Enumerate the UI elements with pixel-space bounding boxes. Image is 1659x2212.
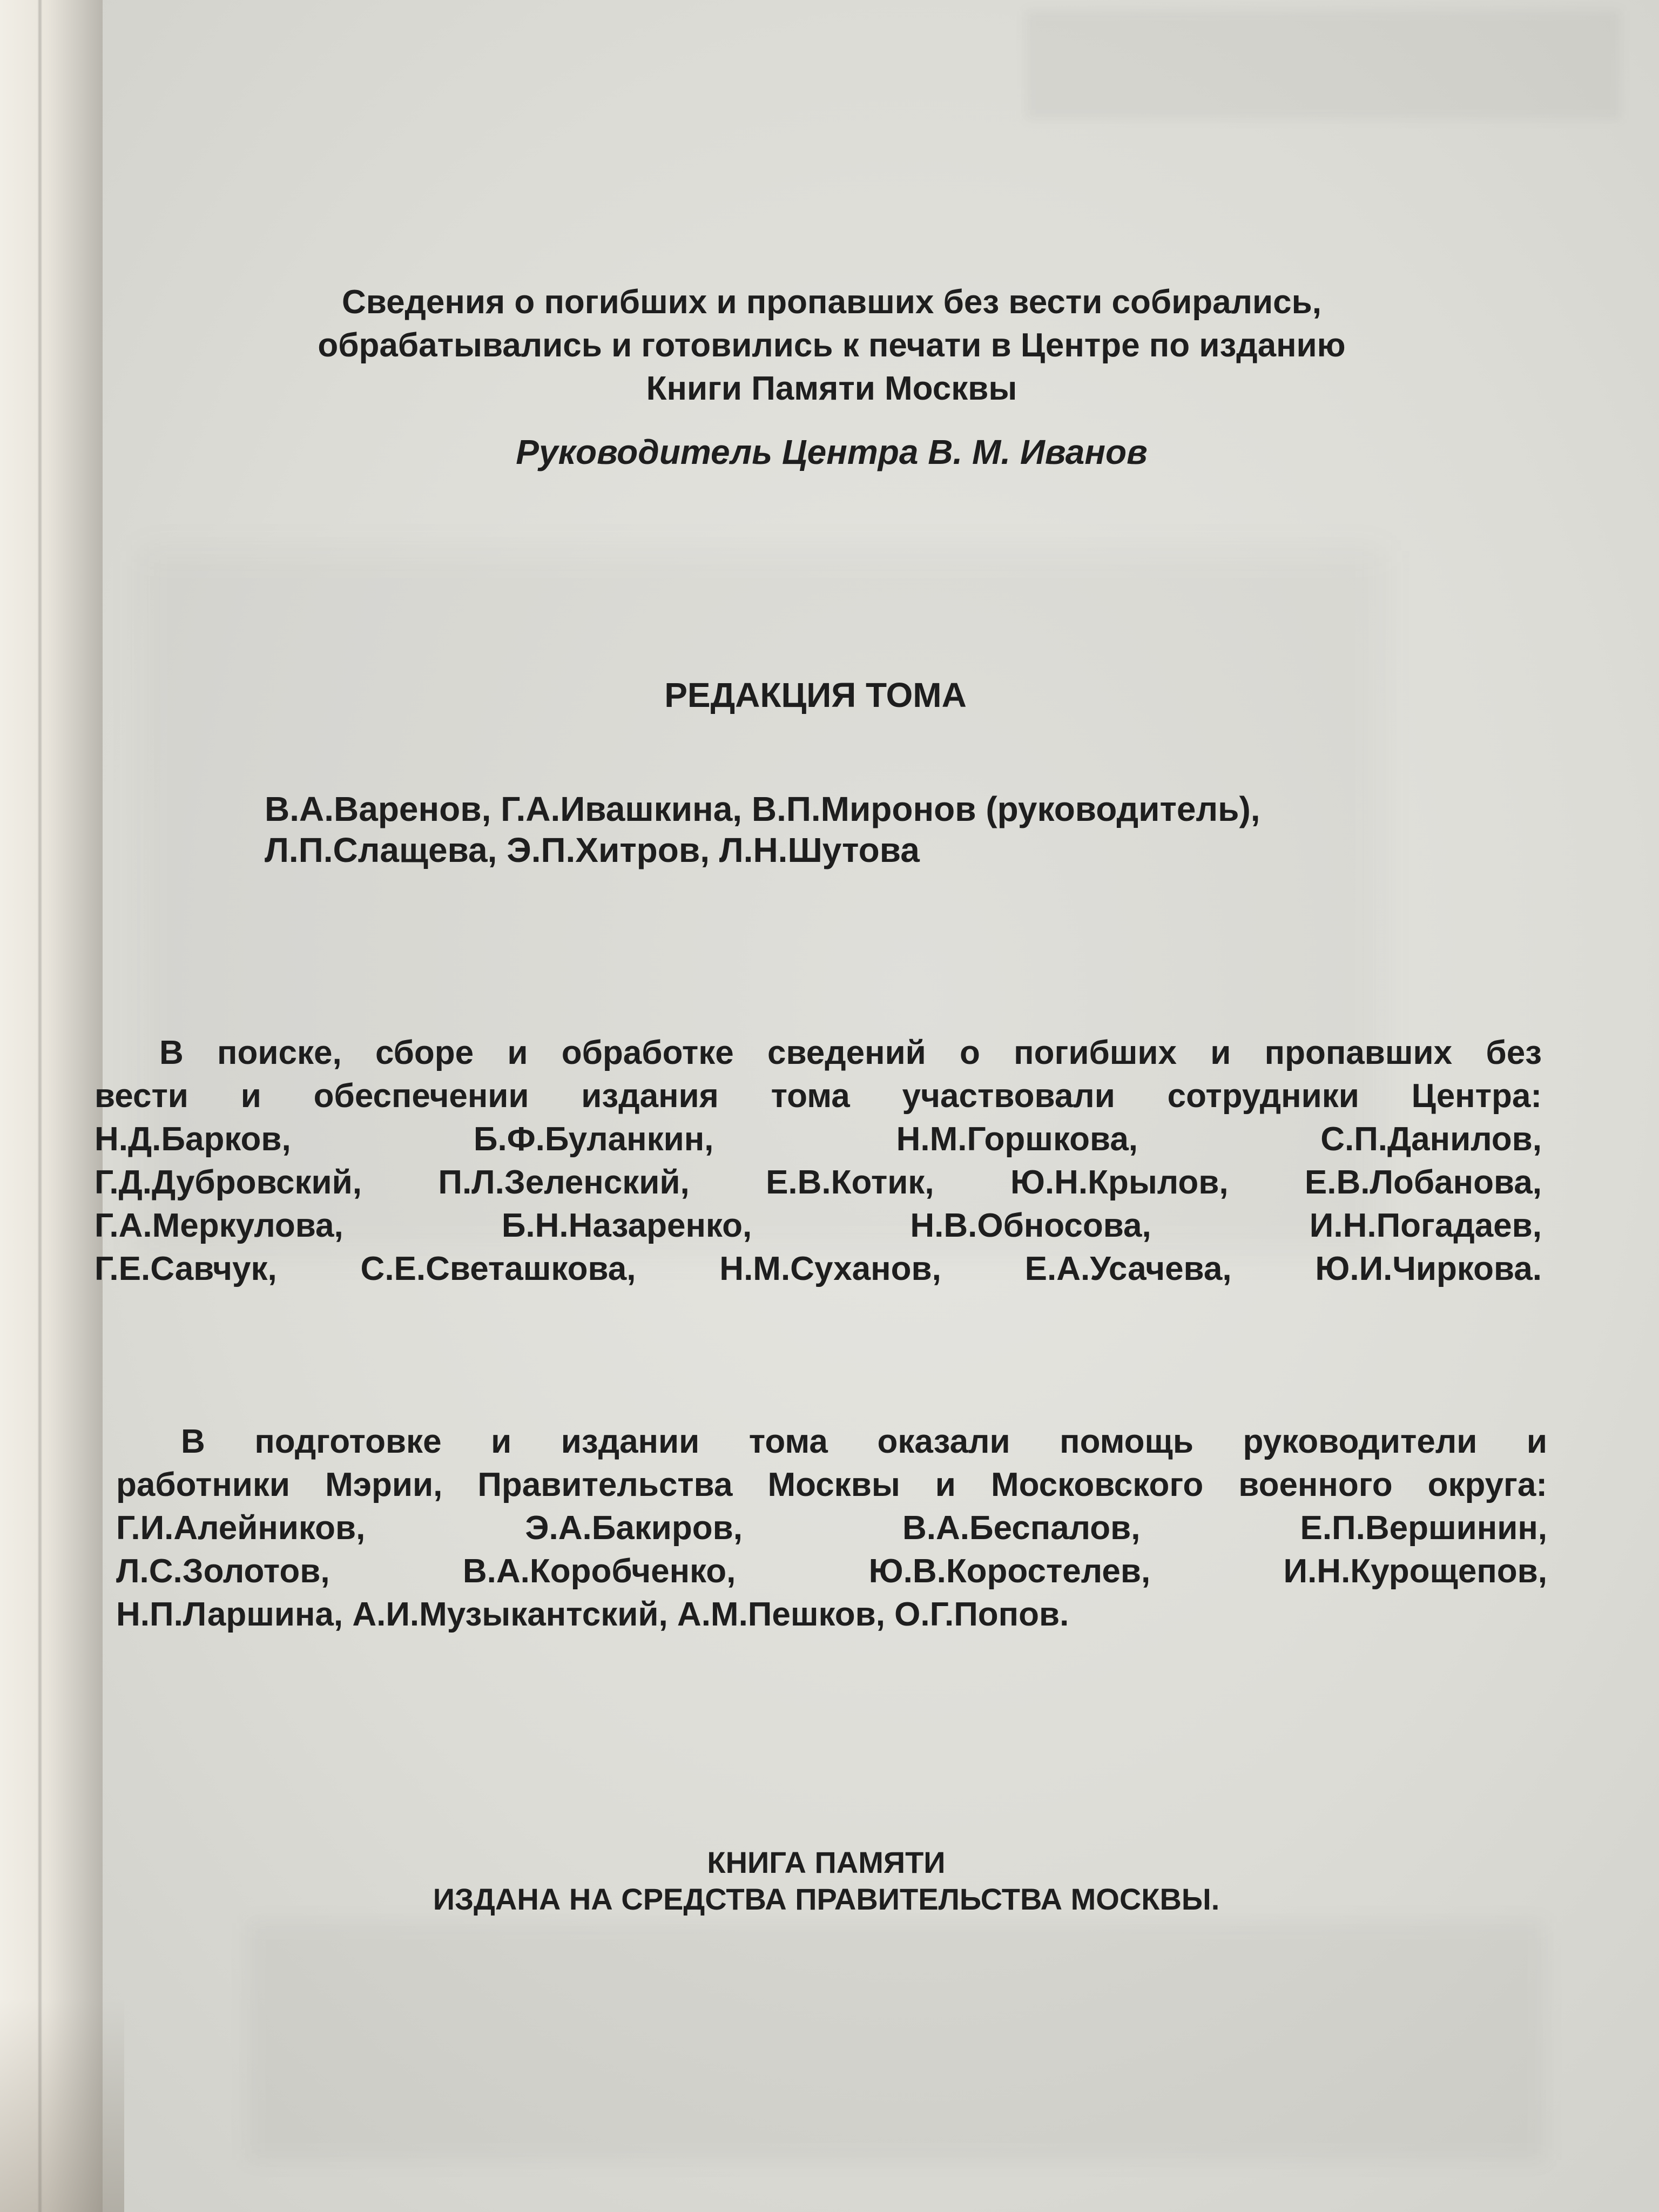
assistance-paragraph	[116, 1420, 1547, 1636]
redaction-line: Л.П.Слащева, Э.П.Хитров, Л.Н.Шутова	[265, 831, 920, 869]
center-head: Руководитель Центра В. М. Иванов	[516, 433, 1148, 471]
assistance-line: В подготовке и издании тома оказали помощь руководители и	[181, 1423, 1547, 1460]
staff-paragraph	[95, 1031, 1542, 1291]
redaction-line: В.А.Варенов, Г.А.Ивашкина, В.П.Миронов (руководитель),	[265, 790, 1260, 828]
assistance-line: Г.И.Алейников, Э.А.Бакиров, В.А.Беспалов, Е.П.Вершинин,	[116, 1509, 1547, 1547]
staff-line: Н.Д.Барков, Б.Ф.Буланкин, Н.М.Горшкова, С.П.Данилов,	[95, 1121, 1542, 1158]
intro-line: Книги Памяти Москвы	[646, 370, 1017, 407]
footer-note	[54, 1844, 1599, 1918]
intro-block	[76, 281, 1588, 410]
redaction-title: РЕДАКЦИЯ ТОМА	[664, 676, 967, 714]
intro-line: Сведения о погибших и пропавших без вести собирались,	[342, 284, 1321, 321]
staff-line: Г.Е.Савчук, С.Е.Светашкова, Н.М.Суханов, Е.А.Усачева, Ю.И.Чиркова.	[95, 1250, 1542, 1287]
assistance-line: Н.П.Ларшина, А.И.Музыкантский, А.М.Пешков, О.Г.Попов.	[116, 1596, 1069, 1633]
staff-line: вести и обеспечении издания тома участвовали сотрудники Центра:	[95, 1077, 1542, 1115]
redaction-members	[265, 788, 1561, 871]
staff-line: Г.Д.Дубровский, П.Л.Зеленский, Е.В.Котик, Ю.Н.Крылов, Е.В.Лобанова,	[95, 1164, 1542, 1201]
footer-line: ИЗДАНА НА СРЕДСТВА ПРАВИТЕЛЬСТВА МОСКВЫ.	[433, 1882, 1220, 1916]
spine-shadow	[38, 0, 42, 2212]
intro-line: обрабатывались и готовились к печати в Центре по изданию	[318, 327, 1346, 364]
assistance-line: Л.С.Золотов, В.А.Коробченко, Ю.В.Коростелев, И.Н.Курощепов,	[116, 1553, 1547, 1590]
footer-line: КНИГА ПАМЯТИ	[707, 1845, 946, 1879]
assistance-line: работники Мэрии, Правительства Москвы и Московского военного округа:	[116, 1466, 1547, 1503]
staff-line: Г.А.Меркулова, Б.Н.Назаренко, Н.В.Обносова, И.Н.Погадаев,	[95, 1207, 1542, 1244]
spine-shadow-bottom	[0, 1998, 124, 2212]
show-through-shadow	[1026, 11, 1620, 119]
show-through-shadow	[248, 1923, 1545, 2160]
staff-line: В поиске, сборе и обработке сведений о погибших и пропавших без	[159, 1034, 1542, 1071]
